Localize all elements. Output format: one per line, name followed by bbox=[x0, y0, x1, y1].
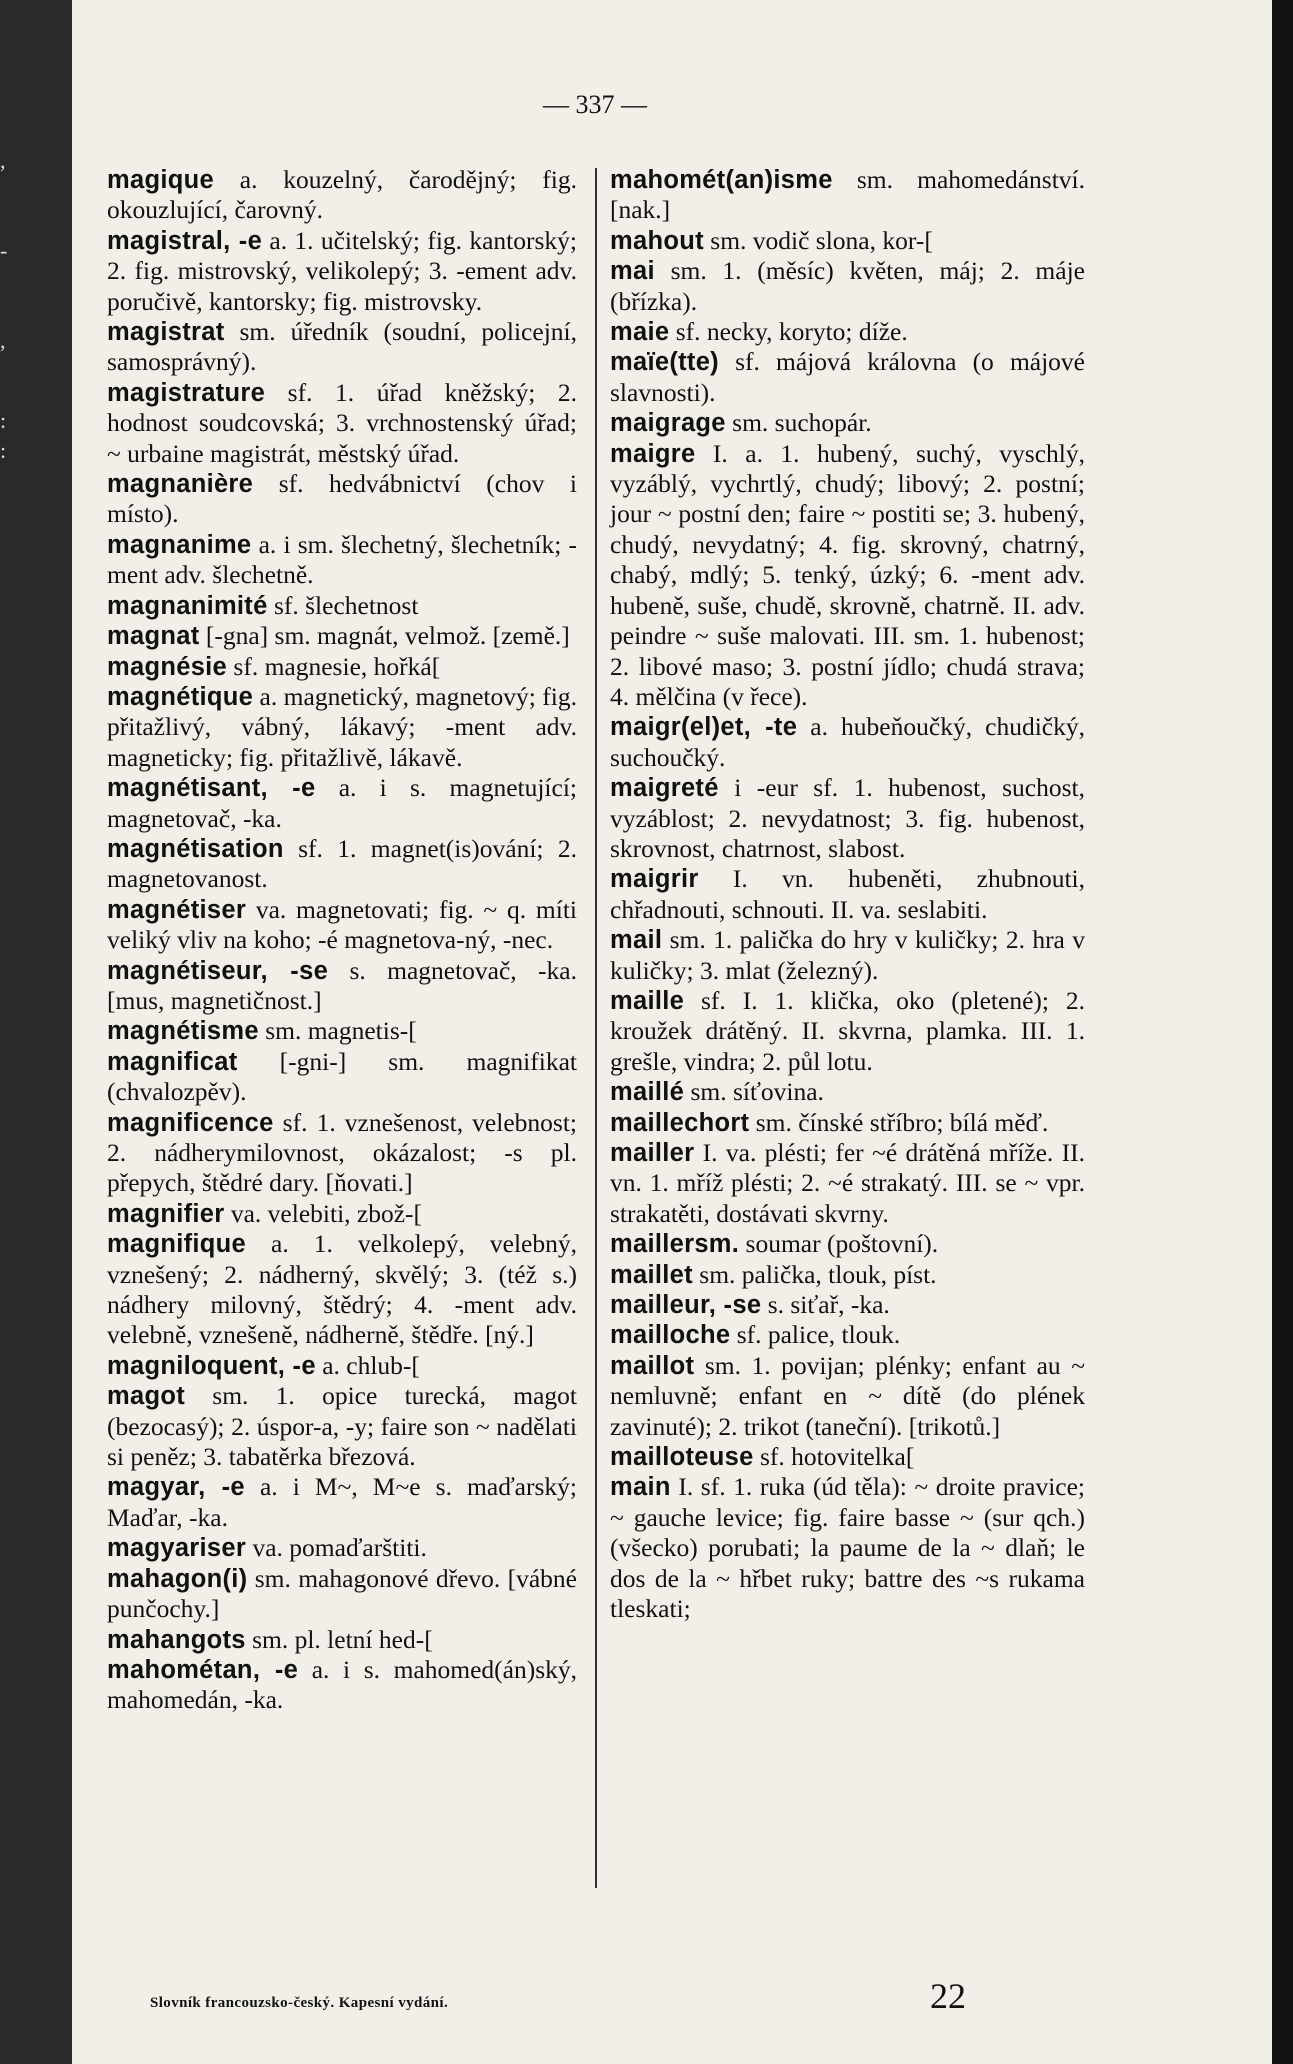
scan-edge-shadow bbox=[1272, 0, 1293, 2064]
headword: mahométan, -e bbox=[107, 1655, 299, 1684]
definition: a. 1. učitelský; fig. kantorský; 2. fig. mistrovský, velikolepý; 3. -ement adv. poručivě, kantorsky; fig. mistrovsky. bbox=[107, 225, 578, 316]
definition: sm. suchopár. bbox=[725, 408, 872, 438]
headword: magnifier bbox=[107, 1199, 225, 1228]
edge-mark: - bbox=[0, 238, 8, 263]
dictionary-entry bbox=[610, 773, 1085, 864]
headword: maillet bbox=[610, 1260, 693, 1289]
headword: mailloche bbox=[610, 1321, 731, 1350]
dictionary-entry bbox=[610, 1260, 1085, 1290]
definition: sf. 1. vznešenost, velebnost; 2. nádherymilovnost, okázalost; -s pl. přepych, štědré dary. [ňovati.] bbox=[107, 1107, 577, 1198]
dictionary-entry bbox=[107, 1564, 577, 1625]
headword: magnétisation bbox=[107, 834, 284, 863]
definition: a. i sm. šlechetný, šlechetník; -ment adv. šlechetně. bbox=[107, 529, 577, 590]
headword: main bbox=[610, 1473, 671, 1502]
definition: i -eur sf. 1. hubenost, suchost, vyzáblost; 2. nevydatnost; 3. fig. hubenost, skrovnost, chatrnost, slabost. bbox=[610, 773, 1085, 863]
dictionary-entry bbox=[107, 773, 577, 834]
definition: a. i M~, M~e s. maďarský; Maďar, -ka. bbox=[107, 1472, 577, 1532]
dictionary-entry bbox=[107, 1381, 577, 1472]
headword: mahout bbox=[610, 226, 704, 255]
headword: mailloteuse bbox=[610, 1443, 754, 1472]
dictionary-entry bbox=[610, 347, 1085, 408]
definition: sf. 1. úřad kněžský; 2. hodnost soudcovská; 3. vrchnostenský úřad; ~ urbaine magistrát, městský úřad. bbox=[107, 377, 577, 468]
dictionary-entry bbox=[107, 317, 577, 378]
definition: sf. magnesie, hořká[ bbox=[227, 651, 441, 681]
dictionary-entry bbox=[107, 652, 577, 682]
headword: maillot bbox=[610, 1351, 695, 1380]
headword: maigre bbox=[610, 439, 696, 468]
headword: mailleur, -se bbox=[610, 1291, 762, 1320]
definition: va. velebiti, zbož-[ bbox=[224, 1198, 423, 1228]
definition: va. pomaďarštiti. bbox=[246, 1533, 427, 1563]
headword: magnifique bbox=[107, 1230, 247, 1259]
footer-title: Slovník francouzsko-český. Kapesní vydání. bbox=[150, 1995, 449, 2011]
headword: maigrage bbox=[610, 409, 726, 438]
headword: maigrir bbox=[610, 865, 699, 894]
headword: magyar, -e bbox=[107, 1473, 245, 1502]
edge-mark: : bbox=[0, 438, 7, 463]
definition: sm. mahagonové dřevo. [vábné punčochy.] bbox=[107, 1563, 577, 1624]
definition: sm. palička, tlouk, píst. bbox=[692, 1259, 937, 1289]
dictionary-entry bbox=[610, 1290, 1085, 1320]
definition: sm. magnetis-[ bbox=[258, 1016, 417, 1046]
dictionary-entry bbox=[107, 530, 577, 591]
dictionary-entry bbox=[610, 408, 1085, 438]
headword: maigr(el)et, -te bbox=[610, 713, 798, 742]
edge-mark: : bbox=[0, 408, 7, 433]
dictionary-entry bbox=[107, 1047, 577, 1108]
dictionary-entry bbox=[610, 1351, 1085, 1442]
definition: va. magnetovati; fig. ~ q. míti veliký vliv na koho; -é magnetova-ný, -nec. bbox=[107, 894, 577, 955]
definition: sf. májová královna (o májové slavnosti). bbox=[610, 347, 1085, 407]
headword: magnétisme bbox=[107, 1017, 259, 1046]
dictionary-entry bbox=[107, 1016, 577, 1046]
definition: I. va. plésti; fer ~é drátěná mříže. II. vn. 1. mříž plésti; 2. ~é strakatý. III. se ~ vpr. strakatěti, dostávati skvrny. bbox=[610, 1138, 1085, 1228]
dictionary-entry bbox=[107, 1229, 577, 1351]
definition: sm. mahomedánství. [nak.] bbox=[610, 165, 1085, 225]
definition: sm. 1. (měsíc) květen, máj; 2. máje (břízka). bbox=[610, 256, 1085, 316]
left-column bbox=[107, 165, 577, 1716]
headword: magnat bbox=[107, 622, 200, 651]
headword: mailler bbox=[610, 1139, 695, 1167]
edge-mark: , bbox=[0, 328, 6, 353]
dictionary-entry bbox=[610, 1472, 1085, 1624]
definition: s. siťař, -ka. bbox=[761, 1290, 890, 1320]
page-number: — 337 — bbox=[543, 90, 647, 119]
dictionary-entry bbox=[610, 256, 1085, 317]
definition: sm. 1. povijan; plénky; enfant au ~ nemluvně; enfant en ~ dítě (do plének zavinuté); 2. trikot (taneční). [trikotů.] bbox=[610, 1350, 1085, 1441]
headword: magnificence bbox=[107, 1108, 274, 1137]
headword: magyariser bbox=[107, 1534, 247, 1563]
headword: mai bbox=[610, 257, 655, 286]
headword: mahagon(i) bbox=[107, 1564, 248, 1593]
dictionary-entry bbox=[610, 226, 1085, 256]
dictionary-entry bbox=[107, 834, 577, 895]
definition: [-gni-] sm. magnifikat (chvalozpěv). bbox=[107, 1046, 577, 1107]
definition: sf. šlechetnost bbox=[267, 590, 419, 620]
dictionary-entry bbox=[610, 1229, 1085, 1259]
definition: sm. pl. letní hed-[ bbox=[245, 1624, 433, 1654]
right-column bbox=[610, 165, 1085, 1625]
definition: I. sf. 1. ruka (úd těla): ~ droite pravice; ~ gauche levice; fig. faire basse ~ (sur qch.) (všecko) porubati; la paume de la ~ dlaň; le dos de la ~ hřbet ruky; battre des ~s rukama tleskati; bbox=[610, 1472, 1085, 1624]
dictionary-entry bbox=[107, 469, 577, 530]
dictionary-entry bbox=[610, 925, 1085, 986]
definition: a. i s. mahomed(án)ský, mahomedán, -ka. bbox=[107, 1654, 578, 1715]
headword: maillé bbox=[610, 1078, 685, 1107]
definition: s. magnetovač, -ka. [mus, magnetičnost.] bbox=[107, 955, 577, 1015]
dictionary-entry bbox=[610, 1442, 1085, 1472]
dictionary-entry bbox=[610, 317, 1085, 347]
dictionary-entry bbox=[107, 682, 577, 773]
definition: sm. čínské stříbro; bílá měď. bbox=[749, 1107, 1049, 1137]
dictionary-entry bbox=[610, 1108, 1085, 1138]
dictionary-entry bbox=[107, 621, 577, 651]
definition: sm. vodič slona, kor-[ bbox=[703, 225, 933, 255]
definition: sm. 1. palička do hry v kuličky; 2. hra v kuličky; 3. mlat (železný). bbox=[610, 925, 1085, 985]
headword: mail bbox=[610, 926, 663, 955]
headword: magnétiseur, -se bbox=[107, 956, 329, 985]
headword: magistral, -e bbox=[107, 226, 263, 255]
dictionary-entry bbox=[107, 1655, 577, 1716]
headword: maillechort bbox=[610, 1108, 750, 1137]
dictionary-entry bbox=[610, 1138, 1085, 1229]
dictionary-entry bbox=[107, 591, 577, 621]
definition: sm. síťovina. bbox=[684, 1077, 824, 1107]
dictionary-entry bbox=[610, 1077, 1085, 1107]
definition: a. hubeňoučký, chudičký, suchoučký. bbox=[610, 712, 1085, 772]
dictionary-entry bbox=[107, 165, 577, 226]
headword: magistrat bbox=[107, 318, 225, 347]
headword: magnanière bbox=[107, 470, 254, 499]
dictionary-entry bbox=[107, 1108, 577, 1199]
dictionary-entry bbox=[107, 1533, 577, 1563]
headword: magistrature bbox=[107, 378, 266, 407]
dictionary-entry bbox=[610, 1320, 1085, 1350]
dictionary-entry bbox=[610, 986, 1085, 1077]
dictionary-entry bbox=[610, 712, 1085, 773]
definition: a. kouzelný, čarodějný; fig. okouzlující, čarovný. bbox=[107, 165, 577, 225]
dictionary-entry bbox=[107, 1472, 577, 1533]
headword: magniloquent, -e bbox=[107, 1351, 316, 1380]
signature-number: 22 bbox=[930, 1976, 966, 2016]
definition: sf. necky, koryto; díže. bbox=[669, 317, 908, 347]
dictionary-entry bbox=[107, 895, 577, 956]
headword: magnétisant, -e bbox=[107, 774, 316, 803]
headword: maïe(tte) bbox=[610, 348, 719, 377]
column-divider bbox=[595, 168, 597, 1888]
headword: magique bbox=[107, 166, 214, 194]
definition: sf. 1. magnet(is)ování; 2. magnetovanost. bbox=[107, 833, 577, 894]
headword: maille bbox=[610, 986, 685, 1015]
definition: a. magnetický, magnetový; fig. přitažlivý, vábný, lákavý; -ment adv. magneticky; fig. přitažlivě, lákavě. bbox=[107, 681, 577, 772]
definition: a. 1. velkolepý, velebný, vznešený; 2. nádherný, skvělý; 3. (též s.) nádhery milovný, štědrý; 4. -ment adv. velebně, vznešeně, nádherně, štědře. [ný.] bbox=[107, 1229, 577, 1350]
headword: magnétique bbox=[107, 682, 254, 711]
dictionary-entry bbox=[107, 1199, 577, 1229]
definition: I. a. 1. hubený, suchý, vyschlý, vyzáblý, vychrtlý, chudý; libový; 2. postní; jour ~ postní den; faire ~ postiti se; 3. hubený, chudý, nevydatný; 4. fig. skrovný, chatrný, chabý, mdlý; 5. tenký, úzký; 6. -ment adv. hubeně, suše, chudě, skrovně, chatrně. II. adv. peindre ~ suše malovati. III. sm. 1. hubenost; 2. libové maso; 3. postní jídlo; chudá strava; 4. mělčina (v řece). bbox=[610, 438, 1085, 711]
definition: a. chlub-[ bbox=[315, 1350, 420, 1380]
headword: maillersm. bbox=[610, 1230, 740, 1259]
headword: magnificat bbox=[107, 1047, 238, 1076]
definition: sf. I. 1. klička, oko (pletené); 2. kroužek drátěný. II. skvrna, plamka. III. 1. grešle, vindra; 2. půl lotu. bbox=[610, 985, 1085, 1076]
definition: sf. palice, tlouk. bbox=[730, 1320, 901, 1350]
dictionary-entry bbox=[107, 1351, 577, 1381]
headword: maigreté bbox=[610, 774, 719, 803]
headword: magnétiser bbox=[107, 895, 247, 924]
dictionary-entry bbox=[107, 956, 577, 1017]
definition: sm. úředník (soudní, policejní, samosprávný). bbox=[107, 317, 577, 377]
dictionary-entry bbox=[610, 864, 1085, 925]
definition: sm. 1. opice turecká, magot (bezocasý); 2. úspor-a, -y; faire son ~ nadělati si peněz; 3. tabatěrka březová. bbox=[107, 1381, 577, 1472]
edge-mark: , bbox=[0, 148, 6, 173]
definition: soumar (poštovní). bbox=[739, 1229, 939, 1259]
dictionary-entry bbox=[107, 226, 577, 317]
headword: maie bbox=[610, 318, 670, 347]
dictionary-entry bbox=[107, 1625, 577, 1655]
definition: [-gna] sm. magnát, velmož. [země.] bbox=[199, 621, 570, 651]
dictionary-entry bbox=[610, 439, 1085, 713]
definition: sf. hotovitelka[ bbox=[753, 1442, 915, 1472]
headword: magnanime bbox=[107, 530, 252, 559]
dictionary-entry bbox=[107, 378, 577, 469]
headword: magnanimité bbox=[107, 591, 268, 620]
headword: magot bbox=[107, 1382, 185, 1411]
dictionary-entry bbox=[610, 165, 1085, 226]
headword: mahangots bbox=[107, 1625, 246, 1654]
headword: magnésie bbox=[107, 652, 228, 681]
definition: a. i s. magnetující; magnetovač, -ka. bbox=[107, 773, 578, 833]
headword: mahomét(an)isme bbox=[610, 166, 833, 194]
definition: sf. hedvábnictví (chov i místo). bbox=[107, 469, 577, 529]
definition: I. vn. hubeněti, zhubnouti, chřadnouti, schnouti. II. va. seslabiti. bbox=[610, 864, 1085, 924]
